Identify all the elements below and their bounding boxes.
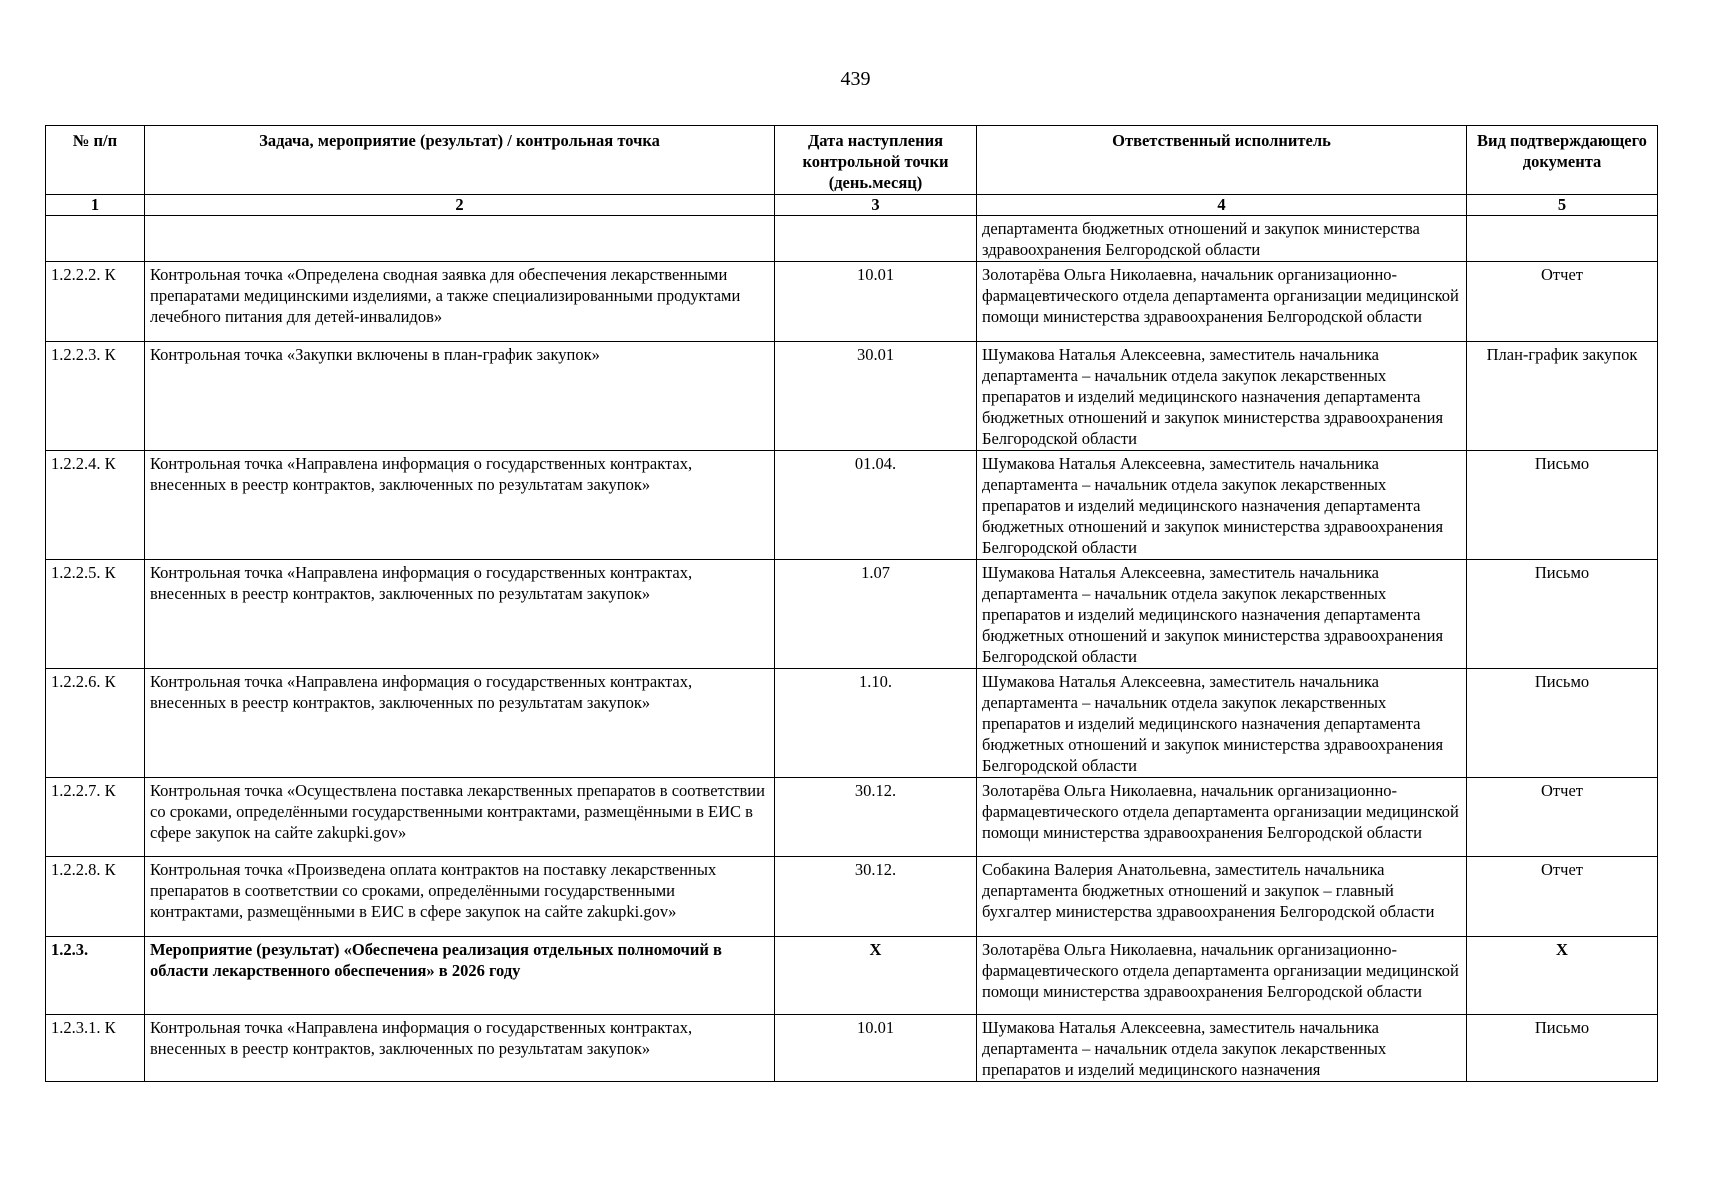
- column-number: 2: [145, 195, 775, 216]
- row-executor: Собакина Валерия Анатольевна, заместитель начальника департамента бюджетных отношений и закупок – главный бухгалтер министерства здравоохранения Белгородской области: [977, 857, 1467, 937]
- row-task: Мероприятие (результат) «Обеспечена реализация отдельных полномочий в области лекарственного обеспечения» в 2026 году: [145, 937, 775, 1015]
- row-document: План-график закупок: [1467, 342, 1658, 451]
- control-points-table: [45, 125, 1658, 1082]
- row-task: Контрольная точка «Осуществлена поставка лекарственных препаратов в соответствии со сроками, определёнными государственными контрактами, размещёнными в ЕИС в сфере закупок на сайте zakupki.gov»: [145, 778, 775, 857]
- row-task: Контрольная точка «Направлена информация о государственных контрактах, внесенных в реестр контрактов, заключенных по результатам закупок»: [145, 451, 775, 560]
- row-executor: Золотарёва Ольга Николаевна, начальник организационно-фармацевтического отдела департамента организации медицинской помощи министерства здравоохранения Белгородской области: [977, 778, 1467, 857]
- row-executor: Шумакова Наталья Алексеевна, заместитель начальника департамента – начальник отдела закупок лекарственных препаратов и изделий медицинского назначения департамента бюджетных отношений и закупок министерства здравоохранения Белгородской области: [977, 560, 1467, 669]
- row-document: [1467, 216, 1658, 262]
- header-document: Вид подтверждающего документа: [1467, 126, 1658, 195]
- page-number: 439: [840, 68, 871, 90]
- row-document: Письмо: [1467, 560, 1658, 669]
- header-date: Дата наступления контрольной точки (день.месяц): [775, 126, 977, 195]
- row-document: Письмо: [1467, 1015, 1658, 1082]
- row-executor: Золотарёва Ольга Николаевна, начальник организационно-фармацевтического отдела департамента организации медицинской помощи министерства здравоохранения Белгородской области: [977, 937, 1467, 1015]
- table-body: [46, 216, 1658, 1082]
- table-row: [46, 451, 1658, 560]
- row-number: 1.2.2.6. К: [46, 669, 145, 778]
- table-row: [46, 560, 1658, 669]
- row-document: Отчет: [1467, 778, 1658, 857]
- row-number: 1.2.2.7. К: [46, 778, 145, 857]
- row-executor: Шумакова Наталья Алексеевна, заместитель начальника департамента – начальник отдела закупок лекарственных препаратов и изделий медицинского назначения департамента бюджетных отношений и закупок министерства здравоохранения Белгородской области: [977, 451, 1467, 560]
- column-number: 3: [775, 195, 977, 216]
- table-header-row: [46, 126, 1658, 195]
- column-numbers-row: [46, 195, 1658, 216]
- row-number: 1.2.2.2. К: [46, 262, 145, 342]
- row-number: 1.2.2.4. К: [46, 451, 145, 560]
- column-number: 1: [46, 195, 145, 216]
- row-number: 1.2.3.1. К: [46, 1015, 145, 1082]
- column-number: 4: [977, 195, 1467, 216]
- table-row: [46, 857, 1658, 937]
- header-task: Задача, мероприятие (результат) / контрольная точка: [145, 126, 775, 195]
- row-document: Отчет: [1467, 262, 1658, 342]
- table-row: [46, 778, 1658, 857]
- row-number: 1.2.2.5. К: [46, 560, 145, 669]
- table-row: [46, 937, 1658, 1015]
- row-date: Х: [775, 937, 977, 1015]
- row-date: 10.01: [775, 262, 977, 342]
- column-number: 5: [1467, 195, 1658, 216]
- table-row: [46, 1015, 1658, 1082]
- row-document: Письмо: [1467, 451, 1658, 560]
- row-date: 30.12.: [775, 778, 977, 857]
- row-executor: Шумакова Наталья Алексеевна, заместитель начальника департамента – начальник отдела закупок лекарственных препаратов и изделий медицинского назначения департамента бюджетных отношений и закупок министерства здравоохранения Белгородской области: [977, 669, 1467, 778]
- table-row: [46, 342, 1658, 451]
- row-task: Контрольная точка «Направлена информация о государственных контрактах, внесенных в реестр контрактов, заключенных по результатам закупок»: [145, 560, 775, 669]
- row-task: Контрольная точка «Направлена информация о государственных контрактах, внесенных в реестр контрактов, заключенных по результатам закупок»: [145, 669, 775, 778]
- row-document: Отчет: [1467, 857, 1658, 937]
- row-date: [775, 216, 977, 262]
- row-executor: Золотарёва Ольга Николаевна, начальник организационно-фармацевтического отдела департамента организации медицинской помощи министерства здравоохранения Белгородской области: [977, 262, 1467, 342]
- row-executor: департамента бюджетных отношений и закупок министерства здравоохранения Белгородской области: [977, 216, 1467, 262]
- table-row: [46, 216, 1658, 262]
- row-task: Контрольная точка «Произведена оплата контрактов на поставку лекарственных препаратов в соответствии со сроками, определёнными государственными контрактами, размещёнными в ЕИС в сфере закупок на сайте zakupki.gov»: [145, 857, 775, 937]
- header-number: № п/п: [46, 126, 145, 195]
- table-row: [46, 669, 1658, 778]
- row-date: 10.01: [775, 1015, 977, 1082]
- row-date: 1.07: [775, 560, 977, 669]
- row-executor: Шумакова Наталья Алексеевна, заместитель начальника департамента – начальник отдела закупок лекарственных препаратов и изделий медицинского назначения департамента бюджетных отношений и закупок министерства здравоохранения Белгородской области: [977, 342, 1467, 451]
- row-document: Х: [1467, 937, 1658, 1015]
- row-number: 1.2.2.8. К: [46, 857, 145, 937]
- row-executor: Шумакова Наталья Алексеевна, заместитель начальника департамента – начальник отдела закупок лекарственных препаратов и изделий медицинского назначения: [977, 1015, 1467, 1082]
- row-date: 01.04.: [775, 451, 977, 560]
- row-date: 1.10.: [775, 669, 977, 778]
- row-date: 30.01: [775, 342, 977, 451]
- row-task: Контрольная точка «Определена сводная заявка для обеспечения лекарственными препаратами медицинскими изделиями, а также специализированными продуктами лечебного питания для детей-инвалидов»: [145, 262, 775, 342]
- row-date: 30.12.: [775, 857, 977, 937]
- row-document: Письмо: [1467, 669, 1658, 778]
- row-number: [46, 216, 145, 262]
- row-number: 1.2.3.: [46, 937, 145, 1015]
- row-number: 1.2.2.3. К: [46, 342, 145, 451]
- row-task: [145, 216, 775, 262]
- row-task: Контрольная точка «Направлена информация о государственных контрактах, внесенных в реестр контрактов, заключенных по результатам закупок»: [145, 1015, 775, 1082]
- table-row: [46, 262, 1658, 342]
- header-executor: Ответственный исполнитель: [977, 126, 1467, 195]
- row-task: Контрольная точка «Закупки включены в план-график закупок»: [145, 342, 775, 451]
